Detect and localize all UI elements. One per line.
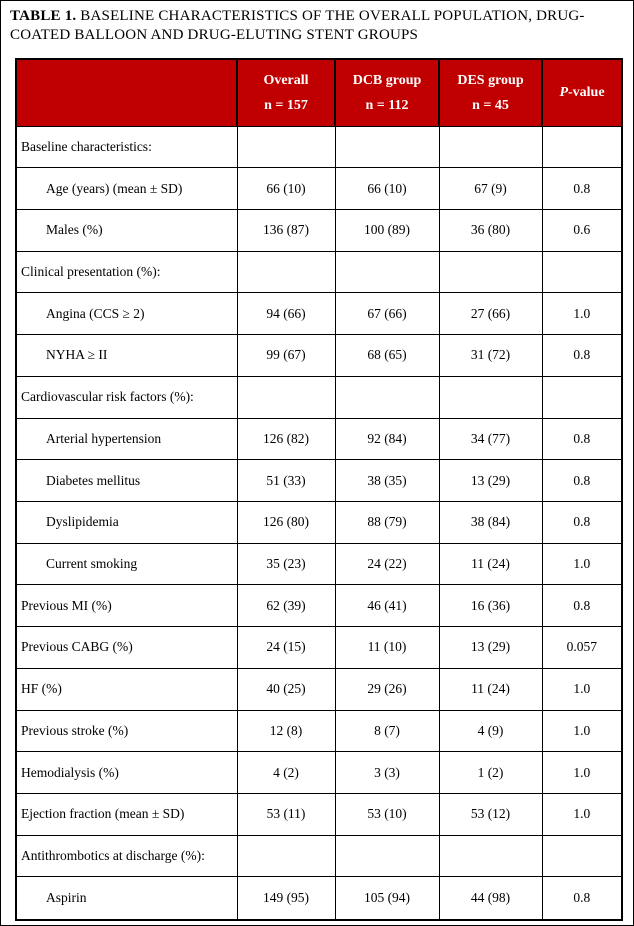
value-cell: 67 (9) xyxy=(439,168,542,210)
value-cell: 62 (39) xyxy=(237,585,335,627)
table-row xyxy=(16,794,622,836)
value-cell: 1.0 xyxy=(542,752,622,794)
header-pvalue-italic-p: P xyxy=(559,85,568,101)
table-row xyxy=(16,835,622,877)
row-label-cell: Baseline characteristics: xyxy=(16,126,237,168)
value-cell xyxy=(542,126,622,168)
row-label-cell: Arterial hypertension xyxy=(16,418,237,460)
table-caption-text: BASELINE CHARACTERISTICS OF THE OVERALL POPULATION, DRUG-COATED BALLOON AND DRUG-ELUTING STENT GROUPS xyxy=(10,8,585,43)
header-cell-overall xyxy=(237,59,335,126)
table-row xyxy=(16,460,622,502)
value-cell xyxy=(335,376,439,418)
value-cell: 38 (35) xyxy=(335,460,439,502)
header-cell-pvalue xyxy=(542,59,622,126)
value-cell: 27 (66) xyxy=(439,293,542,335)
value-cell: 92 (84) xyxy=(335,418,439,460)
row-label-cell: Previous stroke (%) xyxy=(16,710,237,752)
value-cell: 100 (89) xyxy=(335,209,439,251)
value-cell: 105 (94) xyxy=(335,877,439,920)
value-cell xyxy=(237,835,335,877)
value-cell xyxy=(335,251,439,293)
value-cell: 67 (66) xyxy=(335,293,439,335)
value-cell: 4 (9) xyxy=(439,710,542,752)
value-cell: 38 (84) xyxy=(439,501,542,543)
header-dcb-name: DCB group xyxy=(352,72,422,88)
value-cell xyxy=(439,376,542,418)
value-cell: 24 (15) xyxy=(237,627,335,669)
value-cell: 51 (33) xyxy=(237,460,335,502)
value-cell: 66 (10) xyxy=(335,168,439,210)
row-label-cell: Current smoking xyxy=(16,543,237,585)
value-cell: 136 (87) xyxy=(237,209,335,251)
value-cell: 0.8 xyxy=(542,501,622,543)
value-cell: 149 (95) xyxy=(237,877,335,920)
value-cell: 11 (24) xyxy=(439,543,542,585)
value-cell xyxy=(237,376,335,418)
value-cell: 4 (2) xyxy=(237,752,335,794)
value-cell xyxy=(542,251,622,293)
table-row xyxy=(16,335,622,377)
baseline-characteristics-table xyxy=(15,58,623,921)
table-row xyxy=(16,168,622,210)
value-cell: 36 (80) xyxy=(439,209,542,251)
value-cell xyxy=(439,835,542,877)
row-label-cell: Diabetes mellitus xyxy=(16,460,237,502)
value-cell: 13 (29) xyxy=(439,627,542,669)
value-cell: 31 (72) xyxy=(439,335,542,377)
value-cell: 1.0 xyxy=(542,543,622,585)
value-cell: 126 (80) xyxy=(237,501,335,543)
table-header xyxy=(16,59,622,126)
value-cell: 29 (26) xyxy=(335,668,439,710)
row-label-cell: Angina (CCS ≥ 2) xyxy=(16,293,237,335)
value-cell: 66 (10) xyxy=(237,168,335,210)
table-body xyxy=(16,126,622,920)
table-row xyxy=(16,293,622,335)
header-pvalue-label xyxy=(543,80,621,105)
table-row xyxy=(16,585,622,627)
value-cell: 13 (29) xyxy=(439,460,542,502)
row-label-cell: Dyslipidemia xyxy=(16,501,237,543)
value-cell xyxy=(439,251,542,293)
table-row xyxy=(16,627,622,669)
table-row xyxy=(16,877,622,920)
header-row xyxy=(16,59,622,126)
header-des-n: n = 45 xyxy=(472,97,509,113)
row-label-cell: Clinical presentation (%): xyxy=(16,251,237,293)
row-label-cell: NYHA ≥ II xyxy=(16,335,237,377)
value-cell: 0.8 xyxy=(542,877,622,920)
header-overall-n: n = 157 xyxy=(264,97,308,113)
table-caption-number: TABLE 1. xyxy=(10,8,77,24)
header-des-name: DES group xyxy=(457,72,524,88)
table-row xyxy=(16,501,622,543)
value-cell: 53 (12) xyxy=(439,794,542,836)
row-label-cell: Previous CABG (%) xyxy=(16,627,237,669)
table-row xyxy=(16,710,622,752)
table-row xyxy=(16,376,622,418)
value-cell: 0.057 xyxy=(542,627,622,669)
value-cell: 99 (67) xyxy=(237,335,335,377)
value-cell: 8 (7) xyxy=(335,710,439,752)
value-cell: 0.8 xyxy=(542,585,622,627)
table-caption xyxy=(10,7,602,45)
value-cell: 11 (24) xyxy=(439,668,542,710)
value-cell: 46 (41) xyxy=(335,585,439,627)
value-cell: 35 (23) xyxy=(237,543,335,585)
table-row xyxy=(16,543,622,585)
row-label-cell: HF (%) xyxy=(16,668,237,710)
value-cell: 88 (79) xyxy=(335,501,439,543)
value-cell xyxy=(542,376,622,418)
row-label-cell: Aspirin xyxy=(16,877,237,920)
header-pvalue-rest: -value xyxy=(568,85,605,101)
value-cell: 0.8 xyxy=(542,335,622,377)
value-cell: 1.0 xyxy=(542,794,622,836)
value-cell: 94 (66) xyxy=(237,293,335,335)
row-label-cell: Antithrombotics at discharge (%): xyxy=(16,835,237,877)
value-cell: 11 (10) xyxy=(335,627,439,669)
header-cell-dcb-group xyxy=(335,59,439,126)
value-cell xyxy=(439,126,542,168)
header-dcb-n: n = 112 xyxy=(365,97,409,113)
value-cell: 126 (82) xyxy=(237,418,335,460)
value-cell: 0.6 xyxy=(542,209,622,251)
value-cell: 1.0 xyxy=(542,668,622,710)
value-cell xyxy=(335,126,439,168)
value-cell xyxy=(237,126,335,168)
table-row xyxy=(16,126,622,168)
value-cell: 3 (3) xyxy=(335,752,439,794)
value-cell: 24 (22) xyxy=(335,543,439,585)
value-cell: 0.8 xyxy=(542,418,622,460)
value-cell: 40 (25) xyxy=(237,668,335,710)
value-cell: 44 (98) xyxy=(439,877,542,920)
value-cell: 16 (36) xyxy=(439,585,542,627)
value-cell: 53 (10) xyxy=(335,794,439,836)
value-cell: 0.8 xyxy=(542,460,622,502)
table-row xyxy=(16,418,622,460)
value-cell: 68 (65) xyxy=(335,335,439,377)
row-label-cell: Previous MI (%) xyxy=(16,585,237,627)
row-label-cell: Cardiovascular risk factors (%): xyxy=(16,376,237,418)
row-label-cell: Males (%) xyxy=(16,209,237,251)
value-cell: 1.0 xyxy=(542,293,622,335)
table-row xyxy=(16,251,622,293)
header-cell-empty xyxy=(16,59,237,126)
table-row xyxy=(16,668,622,710)
table-row xyxy=(16,209,622,251)
value-cell: 0.8 xyxy=(542,168,622,210)
row-label-cell: Ejection fraction (mean ± SD) xyxy=(16,794,237,836)
row-label-cell: Age (years) (mean ± SD) xyxy=(16,168,237,210)
value-cell: 12 (8) xyxy=(237,710,335,752)
row-label-cell: Hemodialysis (%) xyxy=(16,752,237,794)
value-cell xyxy=(237,251,335,293)
value-cell: 53 (11) xyxy=(237,794,335,836)
table-row xyxy=(16,752,622,794)
value-cell: 1 (2) xyxy=(439,752,542,794)
value-cell: 34 (77) xyxy=(439,418,542,460)
header-cell-des-group xyxy=(439,59,542,126)
value-cell: 1.0 xyxy=(542,710,622,752)
value-cell xyxy=(542,835,622,877)
value-cell xyxy=(335,835,439,877)
header-overall-name: Overall xyxy=(263,72,309,88)
